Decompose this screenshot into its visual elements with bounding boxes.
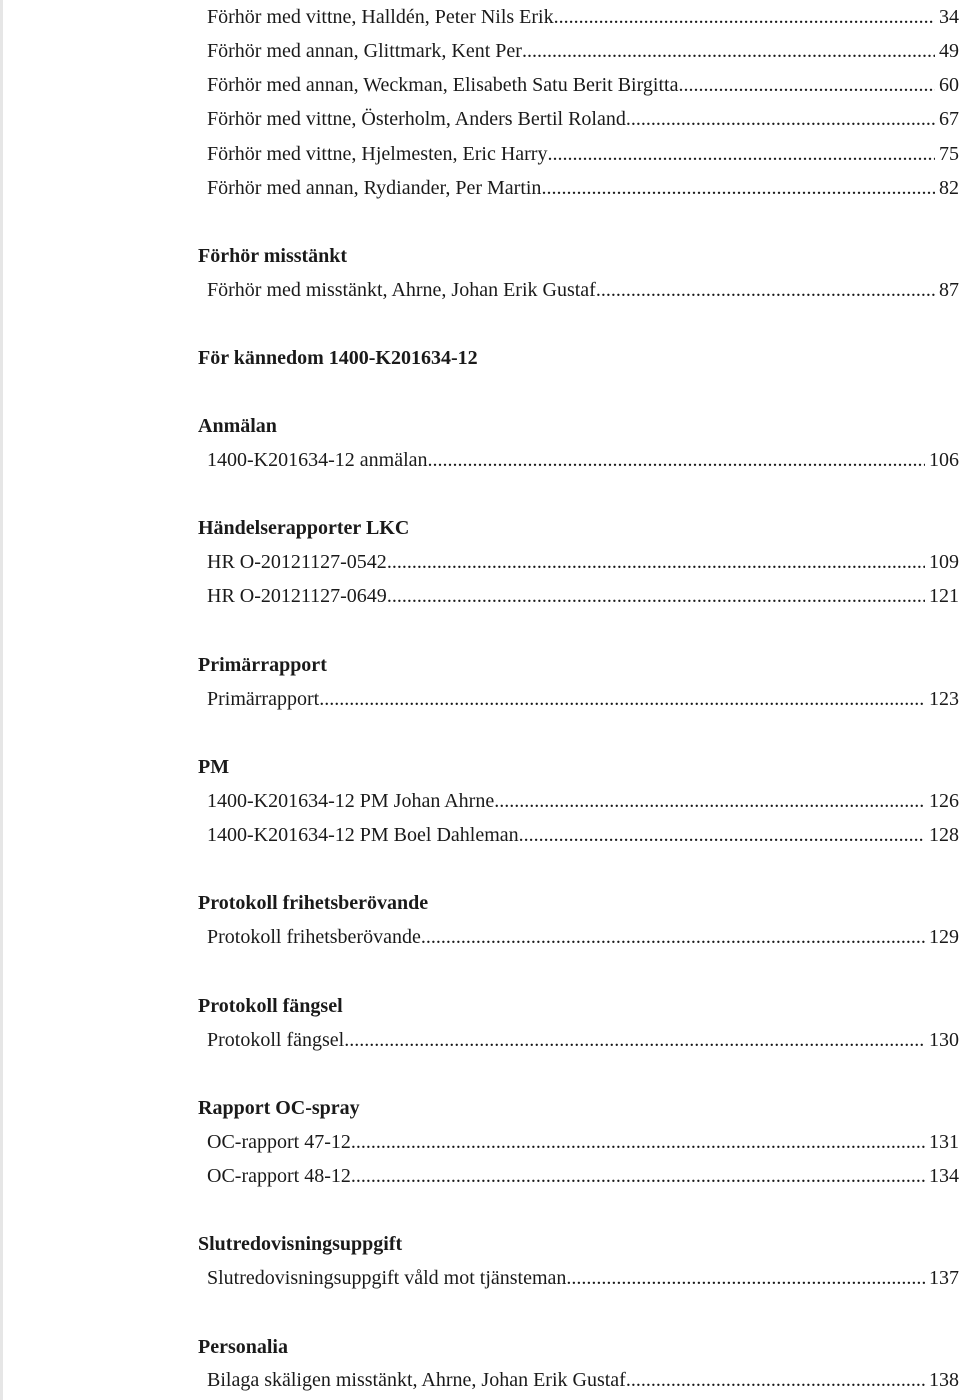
toc-entry-page: 106: [929, 449, 959, 471]
toc-section-heading: För kännedom 1400-K201634-12: [198, 347, 478, 369]
toc-section-heading: Personalia: [198, 1336, 288, 1358]
toc-entry-title: Förhör med vittne, Österholm, Anders Bertil Roland: [207, 108, 626, 130]
toc-entry[interactable]: [207, 448, 959, 472]
toc-entry-title: 1400-K201634-12 PM Boel Dahleman: [207, 824, 519, 846]
toc-entry-leader: [596, 278, 935, 302]
toc-entry-title: Slutredovisningsuppgift våld mot tjänsteman: [207, 1267, 567, 1289]
toc-entry[interactable]: [207, 687, 959, 711]
toc-entry-leader: [566, 1266, 925, 1290]
toc-entry-leader: [351, 1164, 925, 1188]
toc-entry-title: Förhör med vittne, Halldén, Peter Nils Erik: [207, 6, 554, 28]
toc-entry-leader: [554, 5, 935, 29]
toc-entry-title: Protokoll fängsel: [207, 1029, 345, 1051]
toc-section-heading: Slutredovisningsuppgift: [198, 1233, 403, 1255]
toc-entry-page: 129: [929, 926, 959, 948]
toc-entry-leader: [626, 107, 935, 131]
toc-entry-page: 67: [939, 108, 959, 130]
toc-entry-title: OC-rapport 47-12: [207, 1131, 351, 1153]
toc-entry-title: OC-rapport 48-12: [207, 1165, 351, 1187]
toc-entry-title: Förhör med annan, Glittmark, Kent Per: [207, 40, 522, 62]
toc-entry-leader: [387, 584, 925, 608]
toc-entry[interactable]: [207, 73, 959, 97]
toc-entry-leader: [626, 1368, 925, 1392]
toc-entry-page: 75: [939, 143, 959, 165]
toc-entry-page: 131: [929, 1131, 959, 1153]
toc-entry[interactable]: [207, 1368, 959, 1392]
toc-entry[interactable]: [207, 176, 959, 200]
toc-entry-leader: [522, 39, 935, 63]
toc-entry[interactable]: [207, 584, 959, 608]
toc-entry-leader: [319, 687, 925, 711]
toc-entry[interactable]: [207, 1028, 959, 1052]
toc-entry[interactable]: [207, 925, 959, 949]
toc-section-heading: Anmälan: [198, 415, 277, 437]
toc-entry-title: Bilaga skäligen misstänkt, Ahrne, Johan Erik Gustaf: [207, 1369, 626, 1391]
toc-entry-page: 82: [939, 177, 959, 199]
toc-entry[interactable]: [207, 1130, 959, 1154]
toc-entry[interactable]: [207, 39, 959, 63]
toc-entry-title: Protokoll frihetsberövande: [207, 926, 421, 948]
toc-entry[interactable]: [207, 1266, 959, 1290]
toc-section-heading: Protokoll frihetsberövande: [198, 892, 429, 914]
toc-entry-page: 60: [939, 74, 959, 96]
toc-section-heading: Händelserapporter LKC: [198, 517, 410, 539]
toc-entry[interactable]: [207, 107, 959, 131]
toc-entry-leader: [678, 73, 935, 97]
toc-entry[interactable]: [207, 550, 959, 574]
toc-entry-title: 1400-K201634-12 anmälan: [207, 449, 428, 471]
toc-entry-leader: [421, 925, 925, 949]
toc-section-heading: Förhör misstänkt: [198, 245, 348, 267]
toc-entry-page: 123: [929, 688, 959, 710]
toc-entry-leader: [351, 1130, 925, 1154]
toc-entry-page: 109: [929, 551, 959, 573]
toc-entry-title: HR O-20121127-0649: [207, 585, 387, 607]
toc-entry-leader: [547, 142, 935, 166]
toc-entry[interactable]: [207, 823, 959, 847]
toc-entry-page: 34: [939, 6, 959, 28]
toc-entry-title: 1400-K201634-12 PM Johan Ahrne: [207, 790, 495, 812]
toc-entry-leader: [541, 176, 935, 200]
toc-section-heading: Primärrapport: [198, 654, 327, 676]
toc-entry-page: 130: [929, 1029, 959, 1051]
toc-entry-page: 128: [929, 824, 959, 846]
toc-entry-page: 126: [929, 790, 959, 812]
toc-entry-leader: [519, 823, 925, 847]
page-left-border: [0, 0, 3, 1400]
toc-entry-page: 137: [929, 1267, 959, 1289]
toc-entry-leader: [428, 448, 925, 472]
toc-entry-title: Primärrapport: [207, 688, 320, 710]
toc-entry-title: Förhör med misstänkt, Ahrne, Johan Erik Gustaf: [207, 279, 596, 301]
toc-entry-title: Förhör med annan, Weckman, Elisabeth Satu Berit Birgitta: [207, 74, 679, 96]
toc-entry-page: 121: [929, 585, 959, 607]
toc-entry[interactable]: [207, 5, 959, 29]
toc-entry-page: 87: [939, 279, 959, 301]
toc-entry-leader: [494, 789, 925, 813]
toc-section-heading: Rapport OC-spray: [198, 1097, 360, 1119]
toc-entry-leader: [387, 550, 925, 574]
toc-entry-page: 134: [929, 1165, 959, 1187]
toc-section-heading: Protokoll fängsel: [198, 995, 343, 1017]
toc-entry-page: 49: [939, 40, 959, 62]
toc-entry-page: 138: [929, 1369, 959, 1391]
toc-entry[interactable]: [207, 142, 959, 166]
toc-entry-title: HR O-20121127-0542: [207, 551, 387, 573]
toc-entry[interactable]: [207, 789, 959, 813]
toc-entry-leader: [344, 1028, 925, 1052]
toc-section-heading: PM: [198, 756, 230, 778]
toc-entry[interactable]: [207, 1164, 959, 1188]
toc-entry-title: Förhör med annan, Rydiander, Per Martin: [207, 177, 542, 199]
toc-entry[interactable]: [207, 278, 959, 302]
toc-entry-title: Förhör med vittne, Hjelmesten, Eric Harry: [207, 143, 548, 165]
